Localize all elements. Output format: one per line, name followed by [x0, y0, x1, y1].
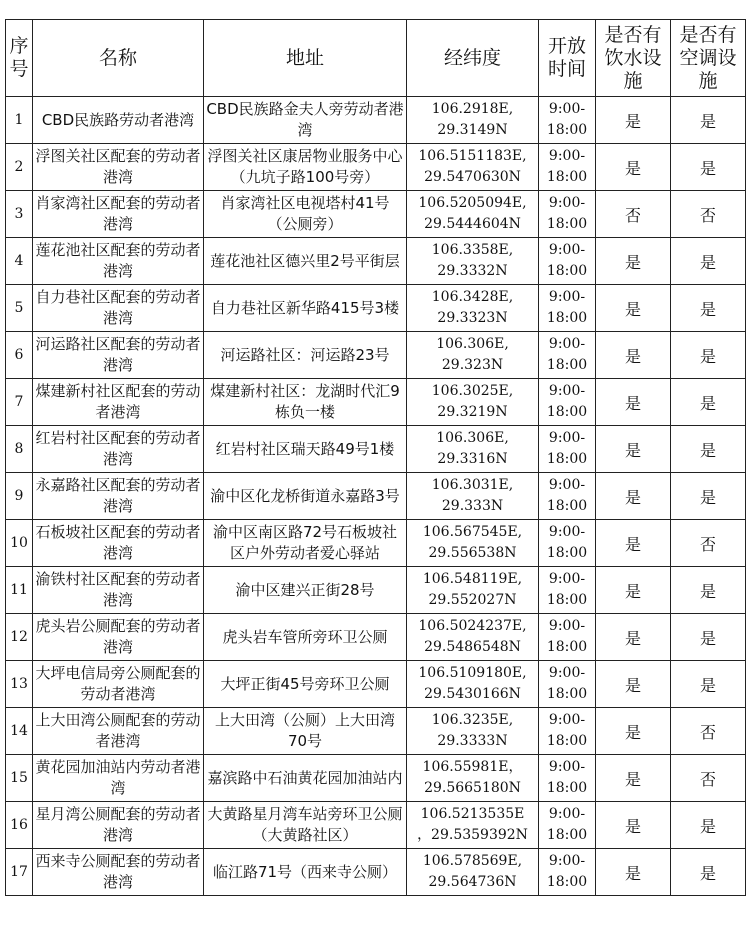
water-facility: 是: [596, 567, 671, 614]
facility-address: 莲花池社区德兴里2号平街层: [204, 238, 407, 285]
ac-facility: 否: [671, 755, 746, 802]
coordinates-cell: [407, 661, 539, 708]
latitude: 29.556538N: [428, 545, 517, 561]
coordinates-cell: [407, 238, 539, 285]
facility-name: 莲花池社区配套的劳动者港湾: [33, 238, 204, 285]
row-index: 16: [6, 802, 33, 849]
water-facility: 否: [596, 191, 671, 238]
opening-hours: 9:00-18:00: [539, 144, 596, 191]
coordinates-cell: [407, 708, 539, 755]
coordinates-cell: [407, 97, 539, 144]
table-row: [6, 520, 746, 567]
latitude: 29.5486548N: [424, 639, 521, 655]
water-facility: 是: [596, 802, 671, 849]
coordinates-cell: [407, 473, 539, 520]
opening-hours: 9:00-18:00: [539, 567, 596, 614]
longitude: 106.567545E,: [422, 524, 523, 540]
header-row: [6, 20, 746, 97]
opening-hours: 9:00-18:00: [539, 708, 596, 755]
facility-table: [5, 19, 746, 896]
coordinates-cell: [407, 802, 539, 849]
facility-address: 临江路71号（西来寺公厕）: [204, 849, 407, 896]
ac-facility: 是: [671, 567, 746, 614]
coordinates-cell: [407, 332, 539, 379]
facility-name: 肖家湾社区配套的劳动者港湾: [33, 191, 204, 238]
water-facility: 是: [596, 332, 671, 379]
latitude: 29.3219N: [437, 404, 508, 420]
latitude: 29.5470630N: [424, 169, 521, 185]
facility-name: 河运路社区配套的劳动者港湾: [33, 332, 204, 379]
facility-address: 上大田湾（公厕）上大田湾70号: [204, 708, 407, 755]
longitude: 106.3428E,: [431, 289, 514, 305]
opening-hours: 9:00-18:00: [539, 473, 596, 520]
opening-hours: 9:00-18:00: [539, 426, 596, 473]
opening-hours: 9:00-18:00: [539, 661, 596, 708]
latitude: 29.5430166N: [424, 686, 521, 702]
table-header: [6, 20, 746, 97]
table-row: [6, 661, 746, 708]
coordinates-cell: [407, 426, 539, 473]
facility-name: 大坪电信局旁公厕配套的劳动者港湾: [33, 661, 204, 708]
facility-name: CBD民族路劳动者港湾: [33, 97, 204, 144]
facility-address: 渝中区化龙桥街道永嘉路3号: [204, 473, 407, 520]
facility-address: 大坪正街45号旁环卫公厕: [204, 661, 407, 708]
latitude: 29.564736N: [428, 874, 517, 890]
coordinates-cell: [407, 567, 539, 614]
water-facility: 是: [596, 285, 671, 332]
header-address: 地址: [204, 20, 407, 97]
table-row: [6, 755, 746, 802]
facility-address: 河运路社区：河运路23号: [204, 332, 407, 379]
opening-hours: 9:00-18:00: [539, 755, 596, 802]
longitude: 106.5151183E,: [418, 148, 527, 164]
facility-name: 星月湾公厕配套的劳动者港湾: [33, 802, 204, 849]
ac-facility: 是: [671, 473, 746, 520]
coordinates-cell: [407, 285, 539, 332]
opening-hours: 9:00-18:00: [539, 285, 596, 332]
opening-hours: 9:00-18:00: [539, 238, 596, 285]
latitude: ，29.5359392N: [417, 827, 528, 843]
row-index: 3: [6, 191, 33, 238]
longitude: 106.55981E，: [422, 759, 523, 775]
table-row: [6, 97, 746, 144]
latitude: 29.3323N: [437, 310, 508, 326]
water-facility: 是: [596, 520, 671, 567]
table-row: [6, 285, 746, 332]
opening-hours: 9:00-18:00: [539, 614, 596, 661]
coordinates-cell: [407, 755, 539, 802]
facility-name: 自力巷社区配套的劳动者港湾: [33, 285, 204, 332]
row-index: 6: [6, 332, 33, 379]
water-facility: 是: [596, 379, 671, 426]
header-coords: 经纬度: [407, 20, 539, 97]
facility-address: 肖家湾社区电视塔村41号（公厕旁）: [204, 191, 407, 238]
water-facility: 是: [596, 755, 671, 802]
header-hours: 开放时间: [539, 20, 596, 97]
table-row: [6, 144, 746, 191]
table-row: [6, 379, 746, 426]
ac-facility: 是: [671, 802, 746, 849]
coordinates-cell: [407, 614, 539, 661]
table-row: [6, 567, 746, 614]
table-row: [6, 238, 746, 285]
row-index: 5: [6, 285, 33, 332]
row-index: 11: [6, 567, 33, 614]
table-row: [6, 708, 746, 755]
longitude: 106.306E,: [436, 430, 509, 446]
row-index: 2: [6, 144, 33, 191]
facility-address: 渝中区建兴正街28号: [204, 567, 407, 614]
opening-hours: 9:00-18:00: [539, 802, 596, 849]
water-facility: 是: [596, 849, 671, 896]
longitude: 106.548119E,: [422, 571, 523, 587]
row-index: 17: [6, 849, 33, 896]
facility-name: 煤建新村社区配套的劳动者港湾: [33, 379, 204, 426]
table-row: [6, 191, 746, 238]
row-index: 12: [6, 614, 33, 661]
table-row: [6, 849, 746, 896]
longitude: 106.3358E,: [431, 242, 514, 258]
facility-name: 虎头岩公厕配套的劳动者港湾: [33, 614, 204, 661]
longitude: 106.3025E,: [431, 383, 514, 399]
ac-facility: 是: [671, 426, 746, 473]
latitude: 29.5444604N: [424, 216, 521, 232]
table-row: [6, 426, 746, 473]
water-facility: 是: [596, 426, 671, 473]
facility-address: 大黄路星月湾车站旁环卫公厕（大黄路社区）: [204, 802, 407, 849]
water-facility: 是: [596, 614, 671, 661]
water-facility: 是: [596, 708, 671, 755]
water-facility: 是: [596, 144, 671, 191]
header-water: 是否有饮水设施: [596, 20, 671, 97]
coordinates-cell: [407, 191, 539, 238]
facility-name: 西来寺公厕配套的劳动者港湾: [33, 849, 204, 896]
facility-name: 石板坡社区配套的劳动者港湾: [33, 520, 204, 567]
ac-facility: 是: [671, 379, 746, 426]
ac-facility: 是: [671, 849, 746, 896]
ac-facility: 是: [671, 332, 746, 379]
row-index: 15: [6, 755, 33, 802]
ac-facility: 否: [671, 520, 746, 567]
table-row: [6, 802, 746, 849]
table-row: [6, 332, 746, 379]
water-facility: 是: [596, 473, 671, 520]
facility-address: 自力巷社区新华路415号3楼: [204, 285, 407, 332]
row-index: 8: [6, 426, 33, 473]
coordinates-cell: [407, 520, 539, 567]
facility-address: 煤建新村社区：龙湖时代汇9栋负一楼: [204, 379, 407, 426]
opening-hours: 9:00-18:00: [539, 849, 596, 896]
facility-address: 浮图关社区康居物业服务中心（九坑子路100号旁）: [204, 144, 407, 191]
facility-name: 红岩村社区配套的劳动者港湾: [33, 426, 204, 473]
facility-name: 浮图关社区配套的劳动者港湾: [33, 144, 204, 191]
facility-address: 嘉滨路中石油黄花园加油站内: [204, 755, 407, 802]
facility-address: 渝中区南区路72号石板坡社区户外劳动者爱心驿站: [204, 520, 407, 567]
longitude: 106.3235E,: [431, 712, 514, 728]
longitude: 106.5024237E,: [418, 618, 527, 634]
row-index: 9: [6, 473, 33, 520]
coordinates-cell: [407, 379, 539, 426]
latitude: 29.333N: [441, 498, 504, 514]
facility-name: 黄花园加油站内劳动者港湾: [33, 755, 204, 802]
facility-name: 永嘉路社区配套的劳动者港湾: [33, 473, 204, 520]
ac-facility: 是: [671, 144, 746, 191]
water-facility: 是: [596, 238, 671, 285]
ac-facility: 是: [671, 285, 746, 332]
row-index: 1: [6, 97, 33, 144]
header-ac: 是否有空调设施: [671, 20, 746, 97]
row-index: 4: [6, 238, 33, 285]
longitude: 106.2918E,: [431, 101, 514, 117]
header-name: 名称: [33, 20, 204, 97]
header-index: 序号: [6, 20, 33, 97]
latitude: 29.5665180N: [424, 780, 521, 796]
table-row: [6, 473, 746, 520]
water-facility: 是: [596, 661, 671, 708]
latitude: 29.323N: [441, 357, 504, 373]
water-facility: 是: [596, 97, 671, 144]
longitude: 106.5109180E,: [418, 665, 527, 681]
row-index: 14: [6, 708, 33, 755]
longitude: 106.578569E,: [422, 853, 523, 869]
longitude: 106.3031E,: [431, 477, 514, 493]
row-index: 10: [6, 520, 33, 567]
table-body: [6, 97, 746, 896]
ac-facility: 否: [671, 191, 746, 238]
row-index: 13: [6, 661, 33, 708]
ac-facility: 是: [671, 614, 746, 661]
facility-address: 虎头岩车管所旁环卫公厕: [204, 614, 407, 661]
opening-hours: 9:00-18:00: [539, 97, 596, 144]
table-row: [6, 614, 746, 661]
facility-address: 红岩村社区瑞天路49号1楼: [204, 426, 407, 473]
longitude: 106.5205094E,: [418, 195, 527, 211]
ac-facility: 是: [671, 97, 746, 144]
latitude: 29.3316N: [437, 451, 508, 467]
latitude: 29.3149N: [437, 122, 508, 138]
facility-name: 上大田湾公厕配套的劳动者港湾: [33, 708, 204, 755]
latitude: 29.552027N: [428, 592, 517, 608]
coordinates-cell: [407, 144, 539, 191]
facility-name: 渝铁村社区配套的劳动者港湾: [33, 567, 204, 614]
ac-facility: 是: [671, 238, 746, 285]
ac-facility: 否: [671, 708, 746, 755]
opening-hours: 9:00-18:00: [539, 520, 596, 567]
facility-address: CBD民族路金夫人旁劳动者港湾: [204, 97, 407, 144]
opening-hours: 9:00-18:00: [539, 191, 596, 238]
latitude: 29.3332N: [437, 263, 508, 279]
coordinates-cell: [407, 849, 539, 896]
ac-facility: 是: [671, 661, 746, 708]
row-index: 7: [6, 379, 33, 426]
longitude: 106.306E,: [436, 336, 509, 352]
latitude: 29.3333N: [437, 733, 508, 749]
opening-hours: 9:00-18:00: [539, 332, 596, 379]
opening-hours: 9:00-18:00: [539, 379, 596, 426]
longitude: 106.5213535E: [420, 806, 525, 822]
